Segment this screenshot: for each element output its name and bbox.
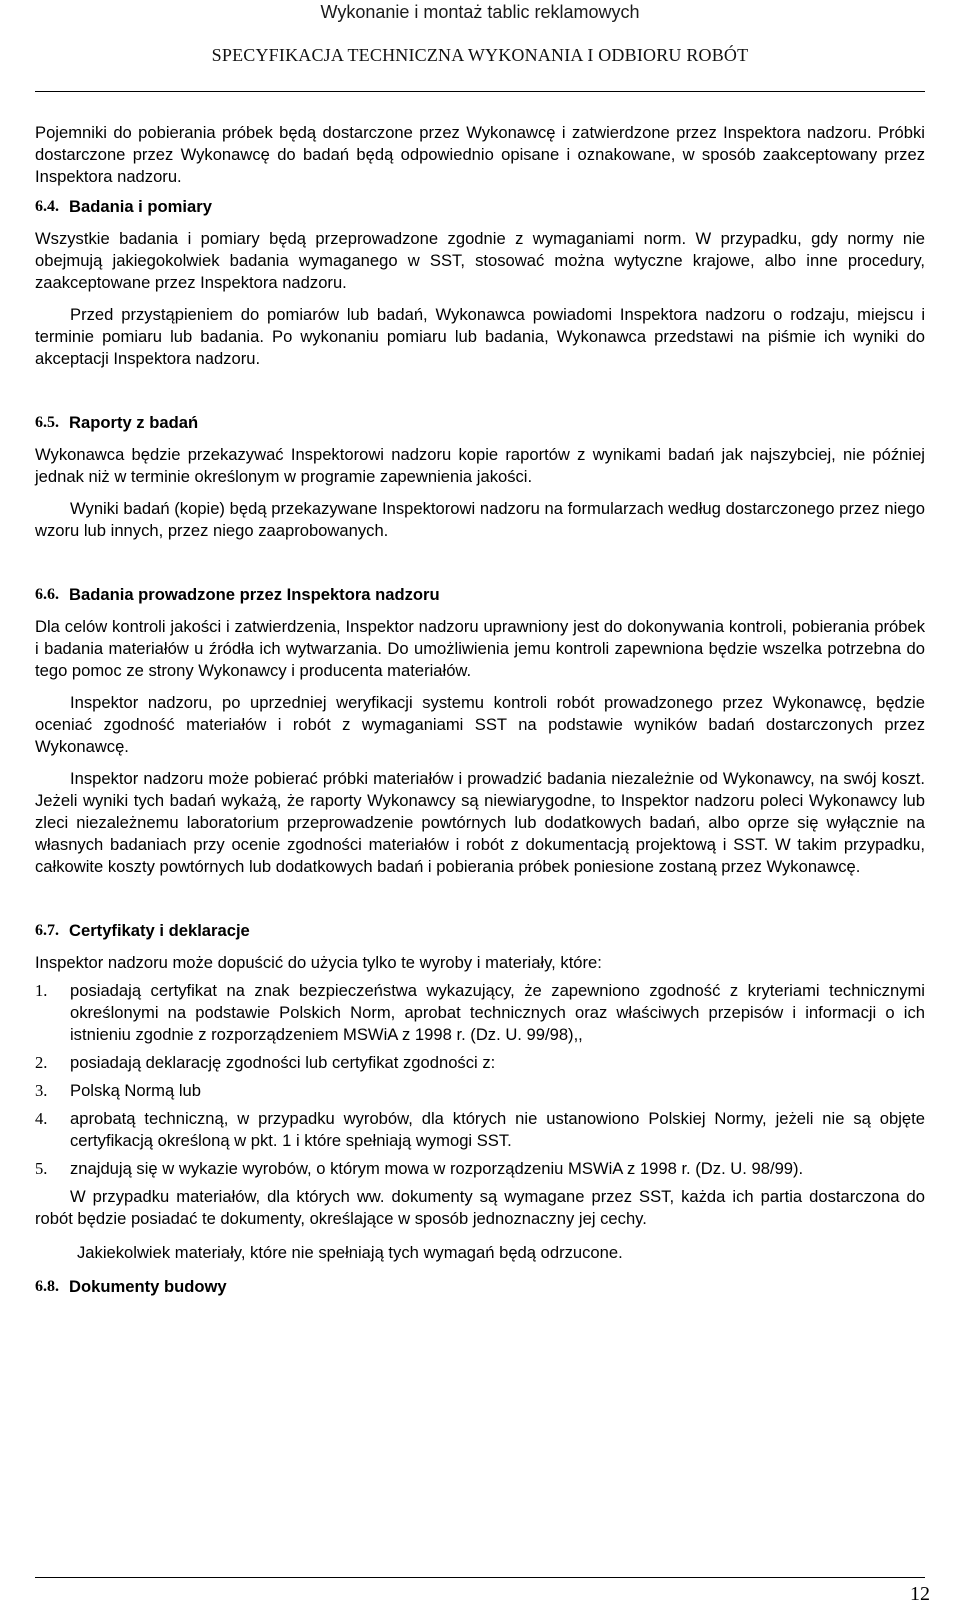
section-title: Dokumenty budowy [69,1277,227,1296]
list-item [35,1158,925,1180]
section-heading-6-7 [35,920,925,942]
paragraph: Dla celów kontroli jakości i zatwierdzenia, Inspektor nadzoru uprawniony jest do dokonywania kontroli, pobierania próbek i badania materiałów u źródła ich wytwarzania. Do umożliwienia jemu kontroli zapewniona będzie wszelka potrzebna do tego pomoc ze strony Wykonawcy i producenta materiałów. [35,617,925,680]
list-text: Polską Normą lub [70,1081,201,1100]
paragraph: W przypadku materiałów, dla których ww. dokumenty są wymagane przez SST, każda ich partia dostarczona do robót będzie posiadać te dokumenty, określające w sposób jednoznaczny jej cechy. [35,1187,925,1228]
paragraph: Wszystkie badania i pomiary będą przeprowadzone zgodnie z wymaganiami norm. W przypadku, gdy normy nie obejmują jakiegokolwiek badania wymaganego w SST, stosować można wytyczne krajowe, albo inne procedury, zaakceptowane przez Inspektora nadzoru. [35,229,925,292]
paragraph: Wyniki badań (kopie) będą przekazywane Inspektorowi nadzoru na formularzach według dostarczonego przez niego wzoru lub innych, przez niego zaaprobowanych. [35,499,925,540]
footer-rule [35,1577,925,1578]
list-text: aprobatą techniczną, w przypadku wyrobów, dla których nie ustanowiono Polskiej Normy, jeżeli nie są objęte certyfikacją określoną w pkt. 1 i które spełniają wymogi SST. [70,1109,925,1150]
list-number: 2. [35,1053,48,1072]
section-title: Badania i pomiary [69,197,212,216]
certificate-list [35,980,925,1180]
section-number: 6.4. [35,198,59,215]
page-number: 12 [910,1583,930,1605]
header-subtitle: SPECYFIKACJA TECHNICZNA WYKONANIA I ODBIORU ROBÓT [211,45,749,65]
paragraph: Inspektor nadzoru może dopuścić do użycia tylko te wyroby i materiały, które: [35,953,602,972]
header-rule [35,91,925,92]
list-item [35,1108,925,1152]
section-number: 6.8. [35,1278,59,1295]
section-number: 6.7. [35,922,59,939]
paragraph-intro: Pojemniki do pobierania próbek będą dostarczone przez Wykonawcę i zatwierdzone przez Inspektora nadzoru. Próbki dostarczone przez Wykonawcę do badań będą odpowiednio opisane i oznakowane, w sposób zaakceptowany przez Inspektora nadzoru. [35,123,925,186]
list-item [35,980,925,1046]
list-item [35,1080,925,1102]
list-text: znajdują się w wykazie wyrobów, o którym mowa w rozporządzeniu MSWiA z 1998 r. (Dz. U. 98/99). [70,1159,804,1178]
paragraph: Inspektor nadzoru może pobierać próbki materiałów i prowadzić badania niezależnie od Wykonawcy, na swój koszt. Jeżeli wyniki tych badań wykażą, że raporty Wykonawcy są niewiarygodne, to Inspektor nadzoru poleci Wykonawcy lub zleci niezależnemu laboratorium przeprowadzenie powtórnych lub dodatkowych badań, albo oprze się wyłącznie na własnych badaniach przy ocenie zgodności materiałów i robót z dokumentacją projektową i SST. W takim przypadku, całkowite koszty powtórnych lub dodatkowych badań i pobierania próbek poniesione zostaną przez Wykonawcę. [35,769,925,876]
paragraph: Przed przystąpieniem do pomiarów lub badań, Wykonawca powiadomi Inspektora nadzoru o rodzaju, miejscu i terminie pomiaru lub badania. Po wykonaniu pomiaru lub badania, Wykonawca przedstawi na piśmie ich wyniki do akceptacji Inspektora nadzoru. [35,305,925,368]
section-heading-6-8 [35,1276,925,1298]
paragraph: Jakiekolwiek materiały, które nie spełniają tych wymagań będą odrzucone. [77,1243,623,1262]
list-number: 4. [35,1109,48,1128]
list-text: posiadają deklarację zgodności lub certyfikat zgodności z: [70,1053,496,1072]
section-heading-6-4 [35,196,925,218]
paragraph: Inspektor nadzoru, po uprzedniej weryfikacji systemu kontroli robót prowadzonego przez Wykonawcę, będzie oceniać zgodność materiałów i robót z wymaganiami SST na podstawie wyników badań dostarczonych przez Wykonawcę. [35,693,925,756]
section-title: Certyfikaty i deklaracje [69,921,250,940]
section-heading-6-6 [35,584,925,606]
section-title: Raporty z badań [69,413,199,432]
section-number: 6.5. [35,414,59,431]
list-text: posiadają certyfikat na znak bezpieczeństwa wykazujący, że zapewniono zgodność z kryteriami technicznymi określonymi na podstawie Polskich Norm, aprobat technicznych oraz właściwych przepisów i informacji o ich istnieniu zgodnie z rozporządzeniem MSWiA z 1998 r. (Dz. U. 99/98),, [70,981,925,1044]
section-title: Badania prowadzone przez Inspektora nadzoru [69,585,440,604]
paragraph: Wykonawca będzie przekazywać Inspektorowi nadzoru kopie raportów z wynikami badań jak najszybciej, nie później jednak niż w terminie określonym w programie zapewnienia jakości. [35,445,925,486]
list-number: 3. [35,1081,48,1100]
section-number: 6.6. [35,586,59,603]
page-content [35,122,925,1298]
header-title: Wykonanie i montaż tablic reklamowych [320,2,640,22]
list-number: 1. [35,981,48,1000]
list-number: 5. [35,1159,48,1178]
list-item [35,1052,925,1074]
section-heading-6-5 [35,412,925,434]
